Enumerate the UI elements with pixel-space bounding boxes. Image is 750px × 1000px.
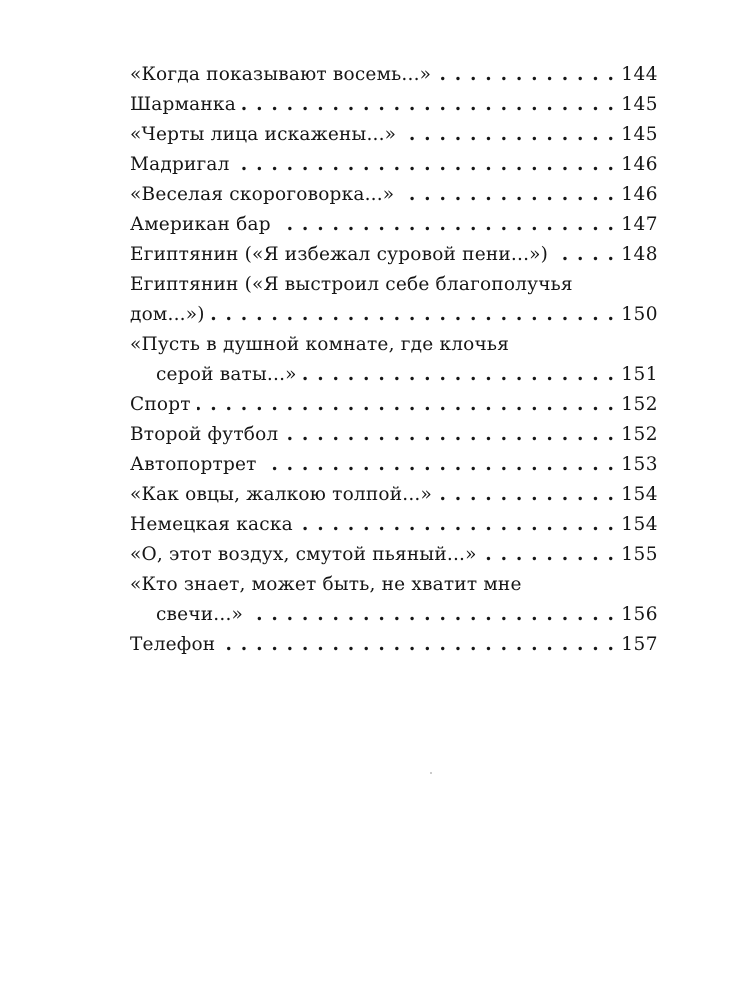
toc-entry xyxy=(130,180,658,210)
toc-entry-title: Американ бар xyxy=(130,214,271,235)
toc-entry-title: Спорт xyxy=(130,394,191,415)
toc-entry-title-line2: дом...») xyxy=(130,304,205,325)
toc-entry-title-line1: «Пусть в душной комнате, где клочья xyxy=(130,334,510,355)
dot-leader xyxy=(284,420,615,450)
toc-entry xyxy=(130,390,658,420)
toc-entry-page: 148 xyxy=(621,244,658,265)
toc-entry-page: 153 xyxy=(621,454,658,475)
toc-entry xyxy=(130,570,658,630)
dot-leader xyxy=(242,90,615,120)
toc-entry xyxy=(130,240,658,270)
toc-entry-title-line2: серой ваты...» xyxy=(156,364,297,385)
toc-entry-page: 146 xyxy=(621,154,658,175)
dot-leader xyxy=(249,600,615,630)
toc-entry-title: «Когда показывают восемь...» xyxy=(130,64,432,85)
toc-entry xyxy=(130,420,658,450)
toc-entry-page: 156 xyxy=(621,604,658,625)
toc-entry xyxy=(130,450,658,480)
toc-entry-page: 151 xyxy=(621,364,658,385)
toc-entry-page: 154 xyxy=(621,514,658,535)
toc-entry-page: 152 xyxy=(621,424,658,445)
toc-entry xyxy=(130,630,658,660)
toc-entry xyxy=(130,210,658,240)
dot-leader xyxy=(303,360,616,390)
toc-entry-page: 152 xyxy=(621,394,658,415)
dot-leader xyxy=(236,150,616,180)
toc-entry-title: «Как овцы, жалкою толпой...» xyxy=(130,484,433,505)
toc-entry-title-line2: свечи...» xyxy=(156,604,244,625)
dot-leader xyxy=(483,540,616,570)
toc-entry-page: 150 xyxy=(621,304,658,325)
toc-entry-page: 144 xyxy=(621,64,658,85)
dot-leader xyxy=(437,60,615,90)
dot-leader xyxy=(438,480,615,510)
toc-entry xyxy=(130,150,658,180)
dot-leader xyxy=(211,300,615,330)
toc-entry xyxy=(130,510,658,540)
toc-entry-page: 145 xyxy=(621,124,658,145)
toc-entry xyxy=(130,330,658,390)
toc-entry xyxy=(130,270,658,330)
dot-leader xyxy=(197,390,615,420)
table-of-contents xyxy=(130,60,658,660)
dot-leader xyxy=(400,180,615,210)
toc-entry-title-line1: «Кто знает, может быть, не хватит мне xyxy=(130,574,522,595)
toc-entry-title: Второй футбол xyxy=(130,424,279,445)
print-speck xyxy=(430,772,432,774)
toc-entry xyxy=(130,120,658,150)
toc-entry-title: «О, этот воздух, смутой пьяный...» xyxy=(130,544,477,565)
toc-entry xyxy=(130,60,658,90)
toc-entry-title: Мадригал xyxy=(130,154,230,175)
toc-entry-title-line1: Египтянин («Я выстроил себе благополучья xyxy=(130,274,573,295)
toc-entry-page: 145 xyxy=(621,94,658,115)
toc-entry-title: Египтянин («Я избежал суровой пени...») xyxy=(130,244,549,265)
toc-entry-title: Автопортрет xyxy=(130,454,257,475)
toc-entry-title: Немецкая каска xyxy=(130,514,293,535)
dot-leader xyxy=(277,210,615,240)
toc-entry-title: «Черты лица искажены...» xyxy=(130,124,397,145)
dot-leader xyxy=(263,450,616,480)
toc-entry-page: 157 xyxy=(621,634,658,655)
dot-leader xyxy=(299,510,615,540)
dot-leader xyxy=(402,120,615,150)
toc-entry xyxy=(130,480,658,510)
toc-entry xyxy=(130,90,658,120)
toc-entry-title: Телефон xyxy=(130,634,216,655)
toc-entry xyxy=(130,540,658,570)
dot-leader xyxy=(554,240,615,270)
toc-entry-title: Шарманка xyxy=(130,94,236,115)
dot-leader xyxy=(221,630,615,660)
toc-entry-page: 146 xyxy=(621,184,658,205)
toc-entry-title: «Веселая скороговорка...» xyxy=(130,184,395,205)
toc-entry-page: 154 xyxy=(621,484,658,505)
toc-entry-page: 155 xyxy=(621,544,658,565)
toc-entry-page: 147 xyxy=(621,214,658,235)
